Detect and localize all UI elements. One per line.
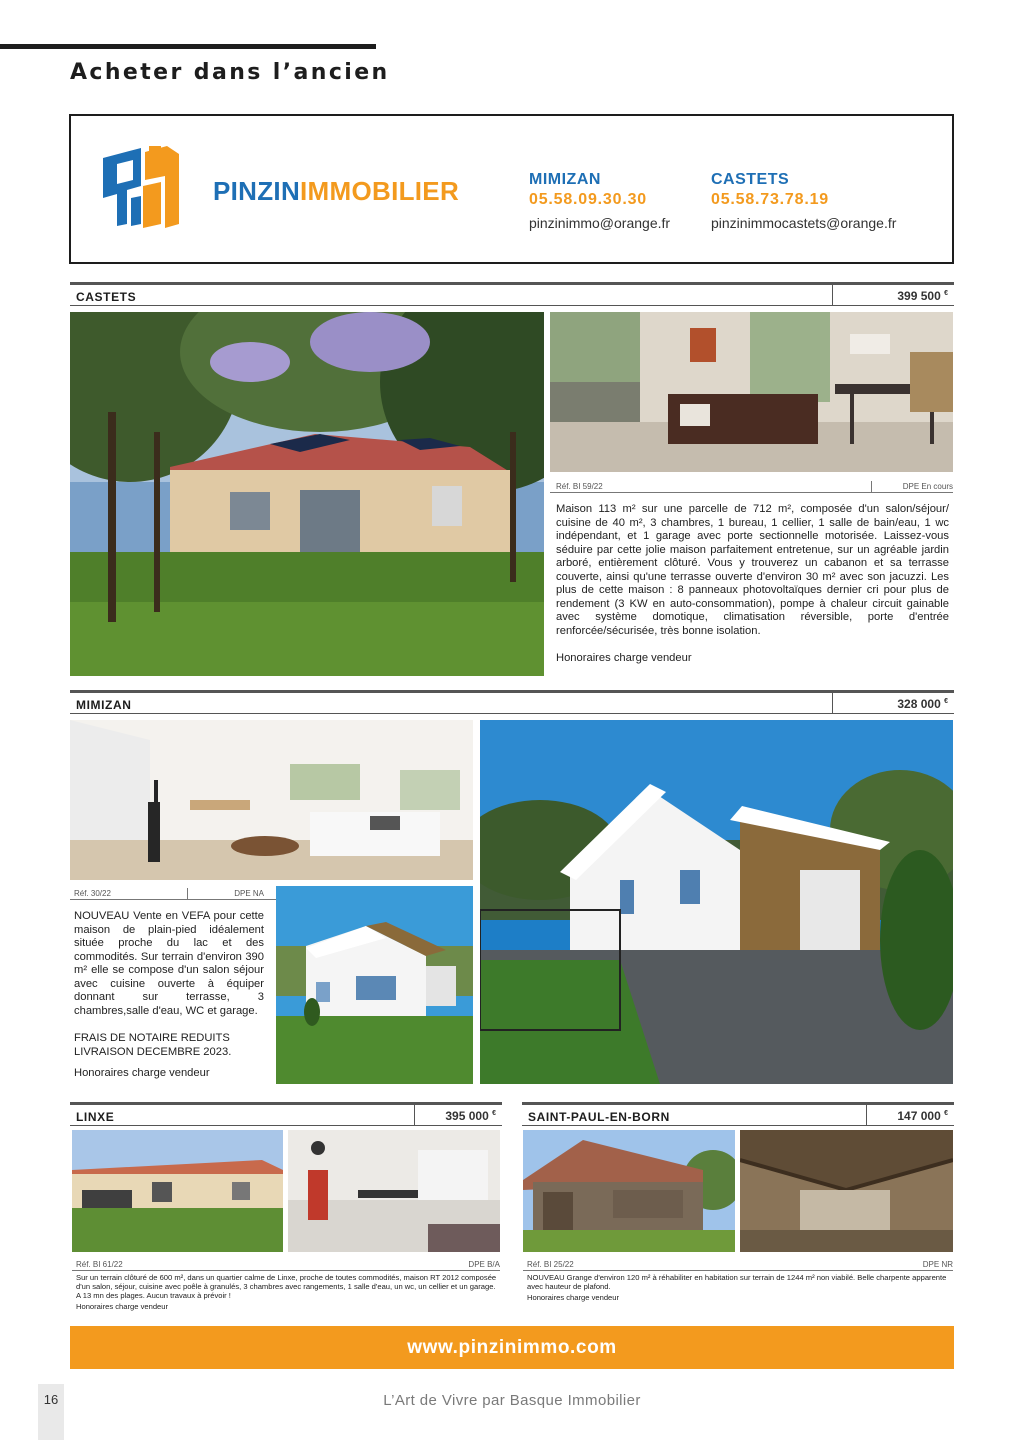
mimizan-interior-render-photo [70,720,473,880]
listing-city: CASTETS [76,290,137,304]
office-city: CASTETS [711,171,790,188]
mimizan-notice-1: FRAIS DE NOTAIRE REDUITS [74,1032,230,1044]
agency-name-part1: PINZIN [213,176,301,206]
listing-price [414,1105,502,1126]
currency-symbol: € [944,698,948,705]
castets-description: Maison 113 m² sur une parcelle de 712 m², composée d'un salon/séjour/ cuisine de 40 m², 3 chambres, 1 bureau, 1 cellier, 1 salle de bain/eau, 1 wc indépendant, et 1 garage avec porte sectionnelle motorisée. Laissez-vous séduire par cette jolie maison parfaitement entretenue, sur un agréable jardin arboré, entièrement clôturé. Vous y trouverez un cabanon et sa terrasse couverte, ainsi qu'une terrasse ouverte d'environ 30 m² avec son jacuzzi. Les plus de cette maison : 8 panneaux photovoltaïques dernier cri pour plus de rendement (3 KW en auto-consommation), pompe à chaleur circuit gainable avec système domotique, climatisation réversible, porte d'entrée renforcée/sécurisée, très bonne isolation. [556,503,949,637]
listing-header-mimizan [70,690,954,714]
listing-header-linxe [70,1102,502,1126]
currency-symbol: € [944,1110,948,1117]
agency-name-part2: IMMOBILIER [300,176,460,206]
listing-header-castets [70,282,954,306]
page-number: 16 [38,1384,64,1440]
mimizan-notice-2: LIVRAISON DECEMBRE 2023. [74,1046,232,1058]
listing-ref: Réf. 30/22 [74,889,111,898]
mimizan-exterior-render-large-photo [480,720,953,1084]
header-underline [522,1125,866,1126]
saint-paul-fees: Honoraires charge vendeur [527,1293,620,1302]
listing-dpe: DPE B/A [468,1260,500,1269]
website-banner[interactable]: www.pinzinimmo.com [70,1326,954,1369]
price-value: 399 500 [897,289,941,303]
office-email[interactable]: pinzinimmo@orange.fr [529,215,671,231]
office-castets [711,170,896,233]
office-mimizan [529,170,670,233]
header-underline [70,713,832,714]
listing-ref: Réf. BI 59/22 [556,482,603,491]
mimizan-ref-row [70,888,276,900]
listing-ref: Réf. BI 61/22 [76,1260,123,1269]
header-underline [70,1125,414,1126]
listing-header-saint-paul [522,1102,954,1126]
listing-dpe: DPE NR [922,1260,953,1269]
ref-divider [187,888,188,900]
agency-box [69,114,954,264]
header-rule [70,282,954,285]
header-underline [70,305,832,306]
listing-price [832,285,954,306]
castets-living-room-photo [550,312,953,472]
listing-city: MIMIZAN [76,698,132,712]
price-value: 147 000 [897,1109,941,1123]
mimizan-description: NOUVEAU Vente en VEFA pour cette maison de plain-pied idéalement située proche du lac et des commodités. Sur terrain d'environ 390 m² elle se compose d'un salon séjour avec cuisine ouverte à équiper donnant sur terrasse, 3 chambres,salle d'eau, WC et garage. [74,910,264,1017]
listing-price [832,693,954,714]
linxe-ref-row [72,1259,500,1271]
saint-paul-barn-interior-photo [740,1130,953,1252]
footer-text: L’Art de Vivre par Basque Immobilier [383,1392,641,1409]
linxe-interior-photo [288,1130,500,1252]
listing-city: SAINT-PAUL-EN-BORN [528,1110,670,1124]
linxe-exterior-photo [72,1130,283,1252]
ref-divider [871,481,872,493]
office-phone[interactable]: 05.58.73.78.19 [711,191,829,208]
price-value: 395 000 [445,1109,489,1123]
section-title: Acheter dans l’ancien [70,60,390,85]
listing-dpe: DPE En cours [902,482,953,491]
currency-symbol: € [492,1110,496,1117]
office-phone[interactable]: 05.58.09.30.30 [529,191,647,208]
pi-logo-icon [103,146,183,228]
listing-price [866,1105,954,1126]
saint-paul-barn-exterior-photo [523,1130,735,1252]
listing-dpe: DPE NA [234,889,264,898]
linxe-description: Sur un terrain clôturé de 600 m², dans un quartier calme de Linxe, proche de toutes commodités, maison RT 2012 composée d'un salon, séjour, cuisine avec poêle à granulés, 3 chambres avec rangements, 1 salle d'eau, un wc, un cellier et un garage. A 13 mn des plages. Aucun travaux à prévoir ! [76,1273,497,1301]
saint-paul-ref-row [523,1259,953,1271]
castets-fees: Honoraires charge vendeur [556,652,692,664]
top-accent-bar [0,44,376,49]
office-city: MIMIZAN [529,171,601,188]
price-value: 328 000 [897,697,941,711]
header-rule [70,690,954,693]
agency-name [213,176,459,207]
castets-house-exterior-photo [70,312,544,676]
listing-ref: Réf. BI 25/22 [527,1260,574,1269]
linxe-fees: Honoraires charge vendeur [76,1302,169,1311]
listing-city: LINXE [76,1110,115,1124]
saint-paul-description: NOUVEAU Grange d'environ 120 m² à réhabiliter en habitation sur terrain de 1244 m² non viabilé. Belle charpente apparente avec hauteur de plafond. [527,1273,947,1292]
castets-ref-row [550,481,953,493]
office-email[interactable]: pinzinimmocastets@orange.fr [711,215,897,231]
currency-symbol: € [944,290,948,297]
mimizan-fees: Honoraires charge vendeur [74,1067,210,1079]
mimizan-exterior-render-small-photo [276,886,473,1084]
